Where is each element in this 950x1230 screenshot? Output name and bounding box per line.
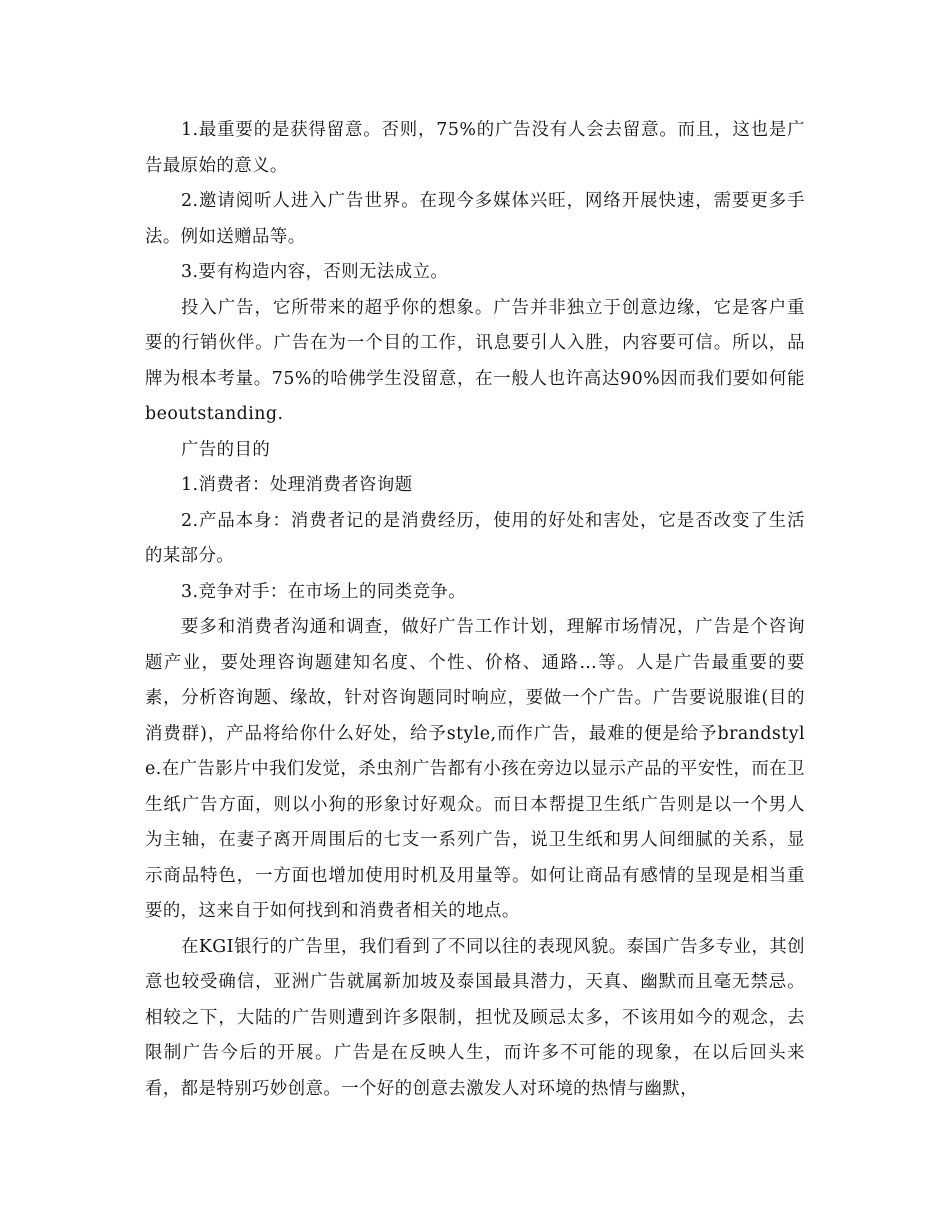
paragraph-investment: 投入广告，它所带来的超乎你的想象。广告并非独立于创意边缘，它是客户重要的行销伙伴。广告在为一个目的工作，讯息要引人入胜，内容要可信。所以，品牌为根本考量。75%的哈佛学生没留意，在一般人也许高达90%因而我们要如何能beoutstanding.	[145, 297, 805, 424]
section-heading-purpose: 广告的目的	[181, 439, 271, 460]
paragraph-communication: 要多和消费者沟通和调查，做好广告工作计划，理解市场情况，广告是个咨询题产业，要处理咨询题建知名度、个性、价格、通路…等。人是广告最重要的要素，分析咨询题、缘故，针对咨询题同时响应，要做一个广告。广告要说服谁(目的消费群)，产品将给你什么好处，给予style,而作广告，最难的便是给予brandstyle.在广告影片中我们发觉，杀虫剂广告都有小孩在旁边以显示产品的平安性，而在卫生纸广告方面，则以小狗的形象讨好观众。而日本帮提卫生纸广告则是以一个男人为主轴，在妻子离开周围后的七支一系列广告，说卫生纸和男人间细腻的关系，显示商品特色，一方面也增加使用时机及用量等。如何让商品有感情的呈现是相当重要的，这来自于如何找到和消费者相关的地点。	[145, 617, 805, 921]
paragraph-point-2: 2.邀请阅听人进入广告世界。在现今多媒体兴旺，网络开展快速，需要更多手法。例如送赠品等。	[145, 191, 805, 247]
paragraph-point-1: 1.最重要的是获得留意。否则，75%的广告没有人会去留意。而且，这也是广告最原始的意义。	[145, 120, 805, 176]
paragraph-purpose-2: 2.产品本身：消费者记的是消费经历，使用的好处和害处，它是否改变了生活的某部分。	[145, 510, 805, 566]
paragraph-kgi: 在KGI银行的广告里，我们看到了不同以往的表现风貌。泰国广告多专业，其创意也较受确信，亚洲广告就属新加坡及泰国最具潜力，天真、幽默而且毫无禁忌。相较之下，大陆的广告则遭到许多限制，担忧及顾忌太多，不该用如今的观念，去限制广告今后的开展。广告是在反映人生，而许多不可能的现象，在以后回头来看，都是特别巧妙创意。一个好的创意去激发人对环境的热情与幽默，	[145, 936, 805, 1099]
paragraph-point-3: 3.要有构造内容，否则无法成立。	[181, 262, 449, 282]
paragraph-purpose-1: 1.消费者：处理消费者咨询题	[181, 475, 413, 495]
document-body	[145, 113, 805, 1107]
paragraph-purpose-3: 3.竞争对手：在市场上的同类竞争。	[181, 581, 467, 602]
